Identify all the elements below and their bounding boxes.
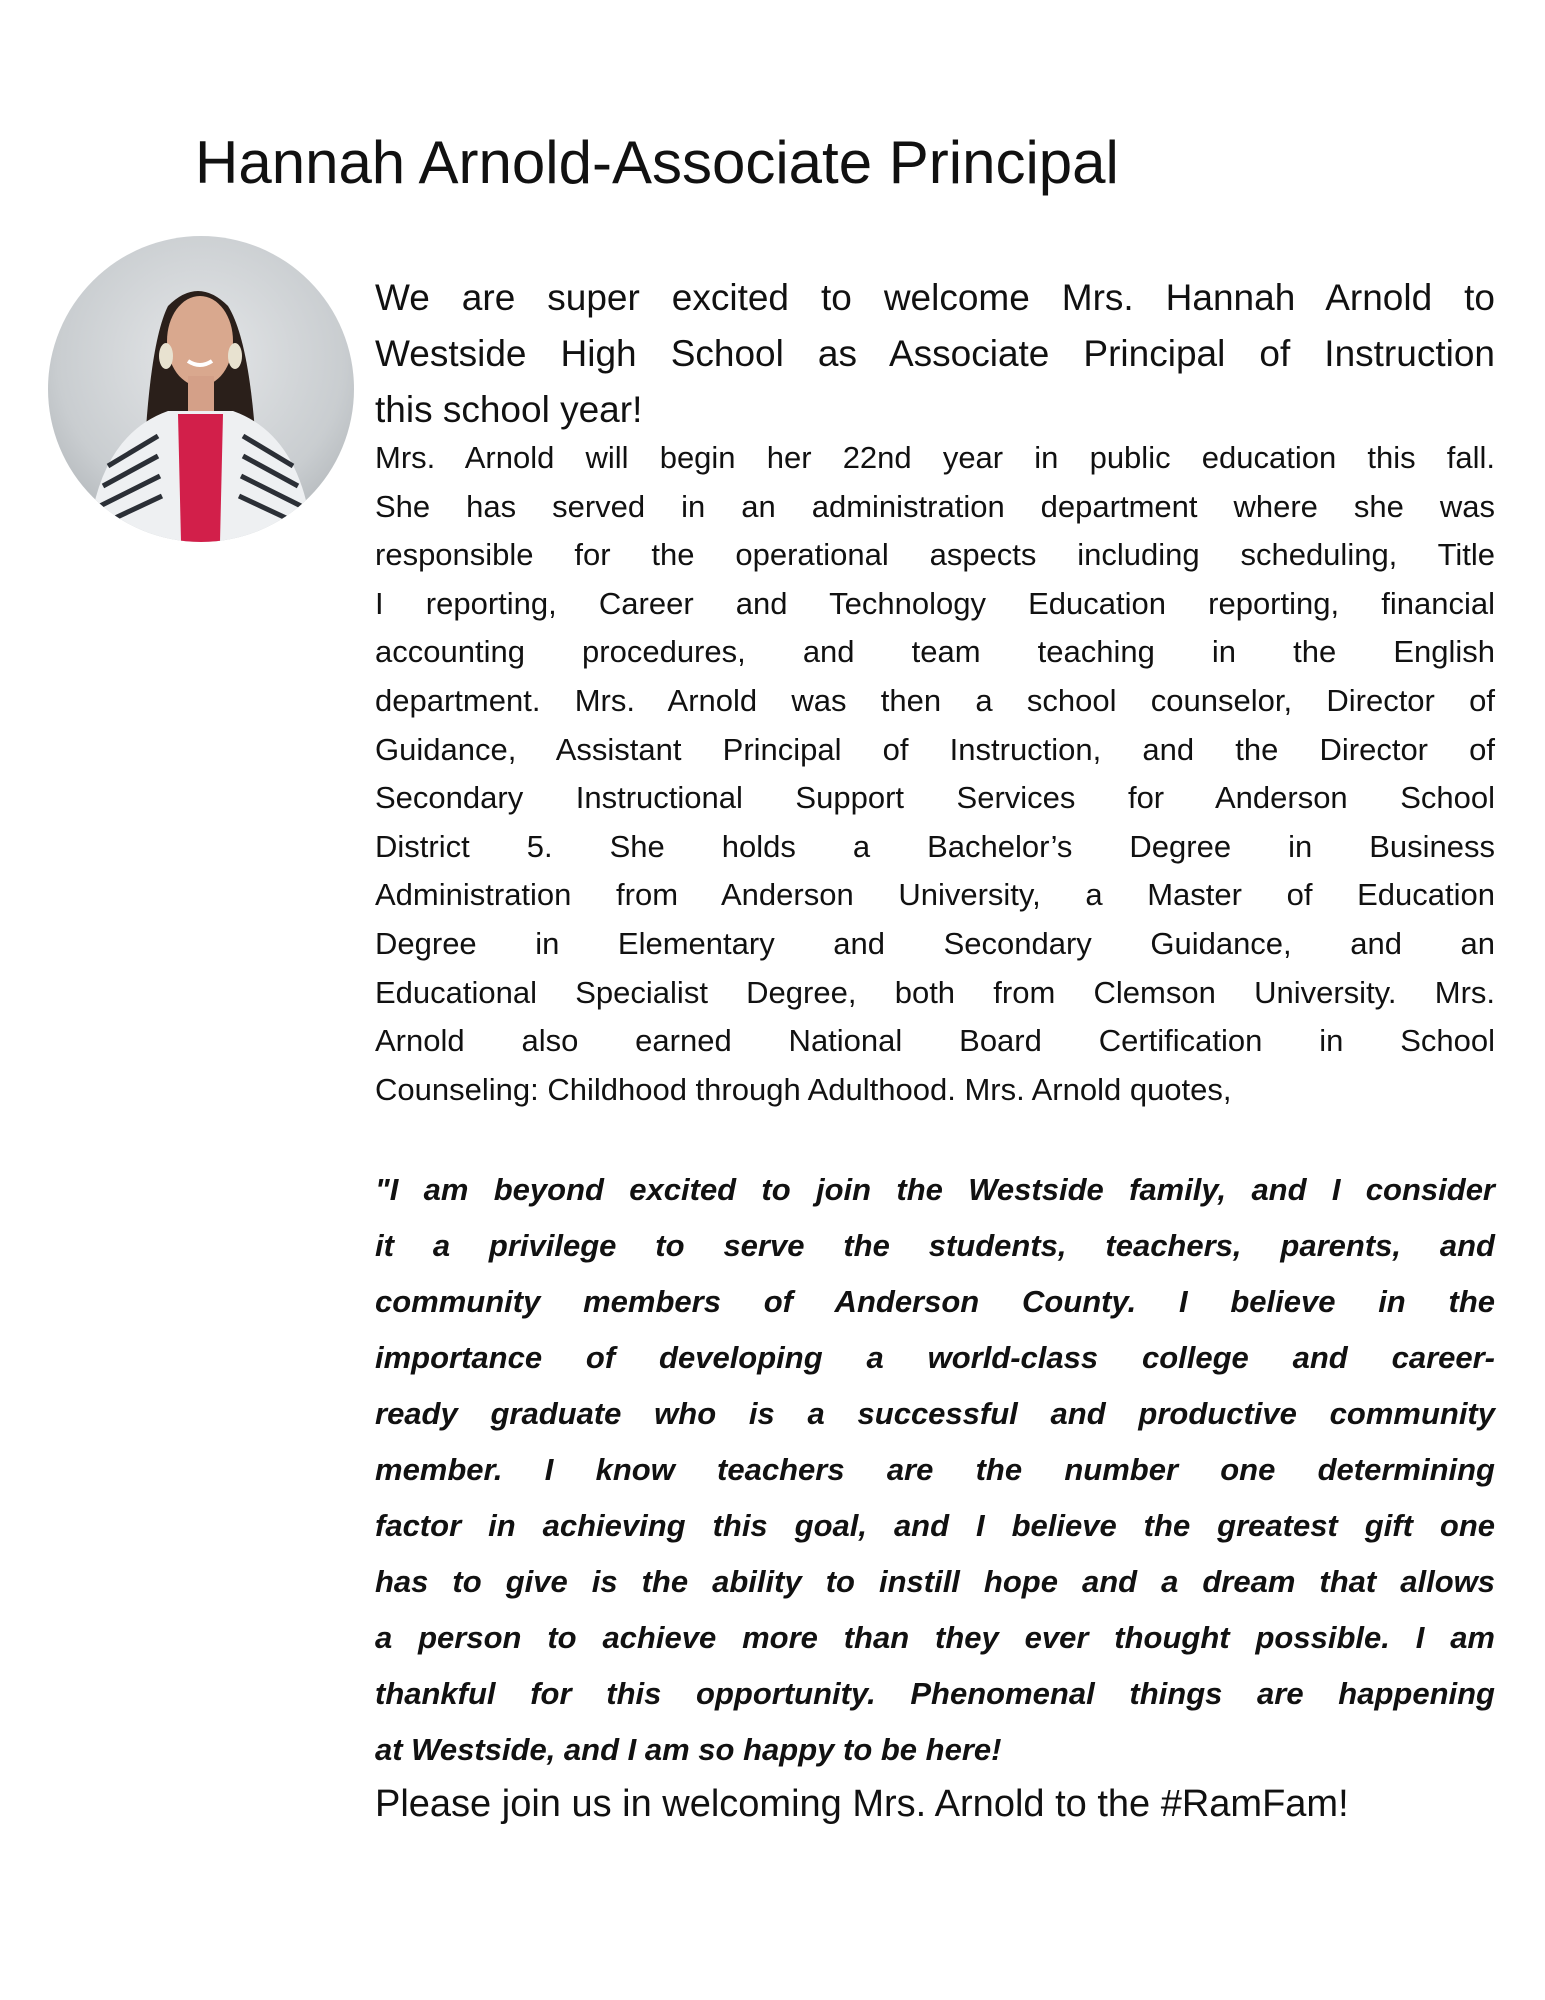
bio-paragraph [375,434,1495,1114]
bio-line: responsible for the operational aspects including scheduling, Title [375,537,1495,573]
intro-line: this school year! [375,389,643,430]
quote-paragraph [375,1162,1495,1778]
intro-line: We are super excited to welcome Mrs. Hannah Arnold to [375,277,1495,318]
closing-line: Please join us in welcoming Mrs. Arnold to the #RamFam! [375,1783,1349,1825]
quote-line: member. I know teachers are the number one determining [375,1452,1495,1487]
quote-line: has to give is the ability to instill hope and a dream that allows [375,1564,1495,1599]
bio-line: Guidance, Assistant Principal of Instruction, and the Director of [375,731,1495,767]
bio-line: Degree in Elementary and Secondary Guidance, and an [375,925,1495,961]
bio-line: accounting procedures, and team teaching in the English [375,634,1495,670]
bio-line: Counseling: Childhood through Adulthood. Mrs. Arnold quotes, [375,1071,1232,1107]
bio-line: Mrs. Arnold will begin her 22nd year in public education this fall. [375,440,1495,475]
bio-line: Educational Specialist Degree, both from Clemson University. Mrs. [375,974,1495,1010]
page-title: Hannah Arnold-Associate Principal [195,129,1119,196]
intro-line: Westside High School as Associate Principal of Instruction [375,333,1495,374]
quote-line: thankful for this opportunity. Phenomenal things are happening [375,1676,1495,1711]
quote-line: factor in achieving this goal, and I believe the greatest gift one [375,1508,1495,1543]
bio-line: Arnold also earned National Board Certification in School [375,1023,1495,1059]
quote-line: a person to achieve more than they ever thought possible. I am [375,1620,1495,1655]
quote-line: importance of developing a world-class college and career- [375,1340,1495,1375]
portrait-photo [48,236,354,542]
bio-line: Secondary Instructional Support Services for Anderson School [375,780,1495,816]
bio-line: Administration from Anderson University, a Master of Education [375,877,1495,913]
quote-line: ready graduate who is a successful and productive community [375,1396,1495,1431]
bio-line: I reporting, Career and Technology Education reporting, financial [375,585,1495,621]
bio-line: District 5. She holds a Bachelor’s Degree in Business [375,828,1495,864]
portrait-image [48,236,354,542]
quote-line: community members of Anderson County. I believe in the [375,1284,1495,1319]
bio-line: department. Mrs. Arnold was then a school counselor, Director of [375,682,1495,718]
intro-paragraph [375,270,1495,438]
quote-line: at Westside, and I am so happy to be here! [375,1732,1002,1767]
quote-line: "I am beyond excited to join the Westside family, and I consider [375,1172,1495,1207]
bio-line: She has served in an administration department where she was [375,488,1495,524]
quote-line: it a privilege to serve the students, teachers, parents, and [375,1228,1495,1263]
